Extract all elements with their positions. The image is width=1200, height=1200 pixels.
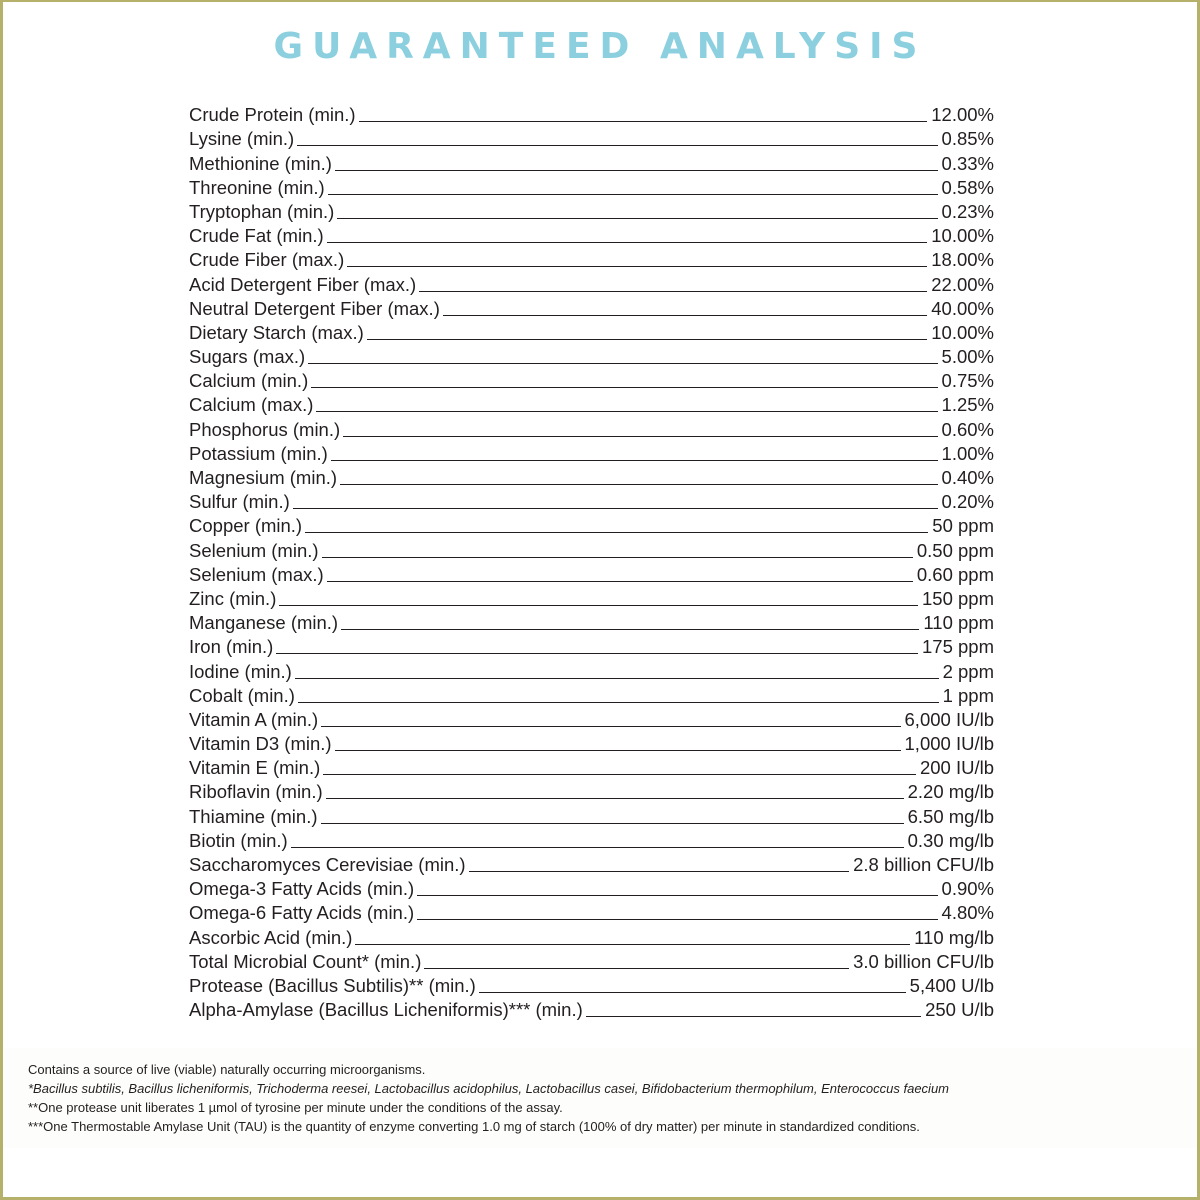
footnote-protease-unit: **One protease unit liberates 1 µmol of tyrosine per minute under the conditions of the assay. (28, 1100, 563, 1115)
leader-line (279, 605, 918, 606)
analysis-row (189, 199, 994, 223)
analysis-row (189, 900, 994, 924)
leader-line (367, 339, 927, 340)
leader-line (355, 944, 910, 945)
analysis-row (189, 465, 994, 489)
analysis-row (189, 779, 994, 803)
nutrient-value: 0.23% (941, 200, 994, 222)
analysis-row (189, 755, 994, 779)
analysis-row (189, 707, 994, 731)
nutrient-label: Manganese (min.) (189, 612, 339, 634)
leader-line (328, 194, 938, 195)
nutrient-label: Thiamine (min.) (189, 805, 318, 827)
nutrient-value: 2 ppm (942, 660, 994, 682)
nutrient-value: 110 mg/lb (914, 926, 994, 948)
nutrient-value: 40.00% (931, 297, 994, 319)
leader-line (322, 557, 913, 558)
analysis-table (189, 102, 994, 1021)
nutrient-value: 0.90% (941, 878, 994, 900)
nutrient-value: 0.30 mg/lb (907, 829, 994, 851)
analysis-row (189, 296, 994, 320)
analysis-row (189, 683, 994, 707)
nutrient-value: 0.40% (941, 467, 994, 488)
nutrient-value: 10.00% (931, 225, 994, 247)
analysis-row (189, 271, 994, 295)
analysis-row (189, 634, 994, 658)
leader-line (479, 992, 906, 993)
page-title: GUARANTEED ANALYSIS (273, 26, 927, 67)
nutrient-label: Iodine (min.) (189, 660, 292, 682)
nutrient-value: 5,400 U/lb (909, 974, 994, 996)
analysis-row (189, 392, 994, 416)
nutrient-label: Iron (min.) (189, 636, 274, 658)
nutrient-label: Vitamin A (min.) (189, 708, 319, 730)
analysis-row (189, 997, 994, 1021)
nutrient-value: 175 ppm (922, 636, 994, 658)
leader-line (297, 145, 937, 146)
leader-line (347, 266, 927, 267)
leader-line (335, 170, 938, 171)
analysis-row (189, 223, 994, 247)
leader-line (305, 532, 928, 533)
nutrient-label: Threonine (min.) (189, 176, 325, 198)
nutrient-value: 5.00% (941, 346, 994, 368)
footnote-amylase-unit: ***One Thermostable Amylase Unit (TAU) is the quantity of enzyme converting 1.0 mg of starch (100% of dry matter) per minute in standardized conditions. (28, 1119, 920, 1134)
leader-line (293, 508, 938, 509)
nutrient-label: Selenium (max.) (189, 563, 324, 585)
nutrient-label: Tryptophan (min.) (189, 200, 335, 222)
leader-line (295, 678, 939, 679)
nutrient-value: 0.50 ppm (916, 539, 994, 561)
nutrient-value: 2.8 billion CFU/lb (853, 854, 994, 875)
nutrient-label: Neutral Detergent Fiber (max.) (189, 297, 440, 319)
nutrient-value: 18.00% (931, 249, 994, 271)
leader-line (298, 702, 939, 703)
leader-line (323, 774, 916, 775)
analysis-row (189, 513, 994, 537)
analysis-row (189, 102, 994, 126)
nutrient-label: Phosphorus (min.) (189, 418, 341, 440)
nutrient-label: Copper (min.) (189, 515, 303, 537)
nutrient-label: Calcium (min.) (189, 370, 309, 392)
leader-line (327, 242, 928, 243)
nutrient-label: Zinc (min.) (189, 587, 277, 609)
footnote-live-microorganisms: Contains a source of live (viable) naturally occurring microorganisms. (28, 1062, 426, 1077)
footnotes (28, 1060, 1178, 1136)
nutrient-label: Biotin (min.) (189, 829, 288, 851)
nutrient-value: 0.60 ppm (916, 563, 994, 585)
leader-line (417, 919, 937, 920)
analysis-row (189, 441, 994, 465)
analysis-row (189, 586, 994, 610)
analysis-row (189, 828, 994, 852)
nutrient-value: 0.60% (941, 418, 994, 440)
analysis-row (189, 537, 994, 561)
leader-line (308, 363, 937, 364)
leader-line (443, 315, 927, 316)
nutrient-value: 50 ppm (932, 515, 994, 537)
leader-line (417, 895, 937, 896)
nutrient-value: 150 ppm (922, 587, 994, 609)
analysis-row (189, 344, 994, 368)
leader-line (424, 968, 849, 969)
nutrient-label: Magnesium (min.) (189, 467, 338, 488)
nutrient-label: Potassium (min.) (189, 442, 328, 464)
analysis-row (189, 247, 994, 271)
analysis-row (189, 876, 994, 900)
analysis-row (189, 489, 994, 513)
nutrient-label: Saccharomyces Cerevisiae (min.) (189, 854, 466, 875)
footnote-microbial-species: *Bacillus subtilis, Bacillus licheniformis, Trichoderma reesei, Lactobacillus acidophilus, Lactobacillus casei, Bifidobacterium thermophilum, Enterococcus faecium (28, 1081, 950, 1096)
analysis-row (189, 949, 994, 973)
nutrient-value: 0.58% (941, 176, 994, 198)
analysis-row (189, 126, 994, 150)
nutrient-label: Protease (Bacillus Subtilis)** (min.) (189, 974, 476, 996)
nutrient-label: Crude Fiber (max.) (189, 249, 345, 271)
nutrient-label: Total Microbial Count* (min.) (189, 950, 422, 972)
leader-line (335, 750, 901, 751)
nutrient-label: Sugars (max.) (189, 346, 306, 368)
leader-line (419, 291, 927, 292)
analysis-row (189, 562, 994, 586)
nutrient-value: 1.25% (941, 394, 994, 416)
leader-line (359, 121, 928, 122)
leader-line (341, 629, 919, 630)
leader-line (343, 436, 937, 437)
nutrient-label: Vitamin E (min.) (189, 757, 321, 779)
nutrient-label: Acid Detergent Fiber (max.) (189, 273, 417, 295)
nutrient-label: Ascorbic Acid (min.) (189, 926, 353, 948)
nutrient-label: Omega-3 Fatty Acids (min.) (189, 878, 415, 900)
nutrient-label: Crude Fat (min.) (189, 225, 324, 247)
leader-line (321, 823, 904, 824)
analysis-row (189, 658, 994, 682)
nutrient-value: 4.80% (941, 902, 994, 924)
nutrient-value: 0.20% (941, 491, 994, 513)
nutrient-label: Alpha-Amylase (Bacillus Licheniformis)*** (min.) (189, 999, 583, 1021)
leader-line (327, 581, 913, 582)
leader-line (337, 218, 937, 219)
nutrient-label: Cobalt (min.) (189, 684, 295, 706)
nutrient-label: Selenium (min.) (189, 539, 319, 561)
nutrient-label: Sulfur (min.) (189, 491, 290, 513)
analysis-row (189, 150, 994, 174)
nutrient-label: Methionine (min.) (189, 152, 332, 174)
leader-line (276, 653, 918, 654)
nutrient-value: 22.00% (931, 273, 994, 295)
analysis-row (189, 803, 994, 827)
leader-line (311, 387, 937, 388)
nutrient-value: 6,000 IU/lb (904, 708, 994, 730)
analysis-row (189, 320, 994, 344)
nutrient-value: 250 U/lb (925, 999, 994, 1021)
analysis-row (189, 610, 994, 634)
nutrient-label: Vitamin D3 (min.) (189, 733, 332, 755)
analysis-row (189, 368, 994, 392)
leader-line (316, 411, 937, 412)
nutrient-label: Omega-6 Fatty Acids (min.) (189, 902, 415, 924)
nutrient-value: 6.50 mg/lb (907, 805, 994, 827)
nutrient-value: 1.00% (941, 442, 994, 464)
nutrient-value: 10.00% (931, 321, 994, 343)
leader-line (469, 871, 850, 872)
nutrient-label: Riboflavin (min.) (189, 781, 323, 803)
nutrient-label: Dietary Starch (max.) (189, 321, 364, 343)
leader-line (291, 847, 904, 848)
nutrient-value: 12.00% (931, 104, 994, 126)
nutrient-value: 3.0 billion CFU/lb (853, 950, 994, 972)
nutrient-value: 0.75% (941, 370, 994, 392)
analysis-row (189, 175, 994, 199)
analysis-row (189, 852, 994, 876)
nutrient-value: 2.20 mg/lb (907, 781, 994, 803)
analysis-row (189, 924, 994, 948)
leader-line (321, 726, 900, 727)
leader-line (586, 1016, 921, 1017)
analysis-row (189, 416, 994, 440)
leader-line (331, 460, 938, 461)
analysis-row (189, 973, 994, 997)
nutrient-value: 200 IU/lb (919, 757, 994, 779)
leader-line (340, 484, 937, 485)
nutrient-value: 0.85% (941, 128, 994, 150)
nutrient-value: 0.33% (941, 152, 994, 174)
nutrient-label: Lysine (min.) (189, 128, 295, 150)
nutrient-label: Crude Protein (min.) (189, 104, 356, 126)
nutrient-value: 1,000 IU/lb (904, 733, 994, 755)
nutrient-value: 110 ppm (923, 612, 994, 634)
nutrient-value: 1 ppm (942, 684, 994, 706)
leader-line (326, 798, 904, 799)
analysis-row (189, 731, 994, 755)
nutrient-label: Calcium (max.) (189, 394, 314, 416)
